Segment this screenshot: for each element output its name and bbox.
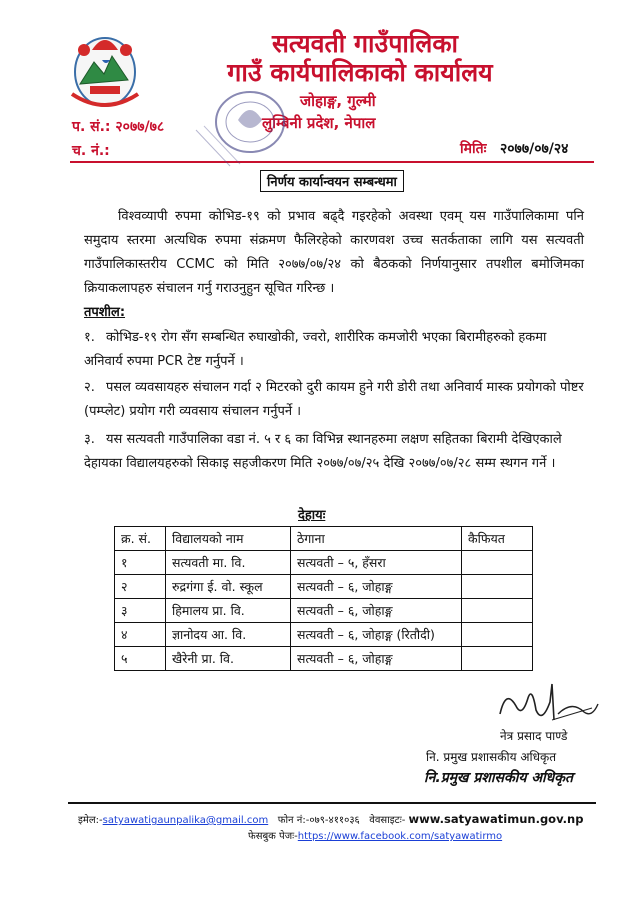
subject-line: निर्णय कार्यान्वयन सम्बन्धमा	[260, 170, 404, 192]
table-cell: सत्यवती – ६, जोहाङ्ग	[291, 599, 462, 623]
table-cell	[462, 647, 533, 671]
designation-stamp: नि.प्रमुख प्रशासकीय अधिकृत	[424, 770, 573, 786]
dispatch-number: च. नं.:	[72, 143, 110, 159]
list-item-text: कोभिड-१९ रोग सँग सम्बन्धित रुघाखोकी, ज्वरो, शारीरिक कमजोरी भएका बिरामीहरुको हकमा अनिवार्य रुपमा PCR टेष्ट गर्नुपर्ने ।	[84, 330, 547, 369]
schools-heading: देहायः	[298, 508, 326, 523]
footer-divider	[68, 802, 596, 804]
table-cell: सत्यवती – ६, जोहाङ्ग	[291, 575, 462, 599]
footer-contact-line	[78, 812, 598, 826]
facebook-link[interactable]: https://www.facebook.com/satyawatirmo	[297, 831, 503, 842]
list-item-text: पसल व्यवसायहरु संचालन गर्दा २ मिटरको दुरी कायम हुने गरी डोरी तथा अनिवार्य मास्क प्रयोगको पोष्टर (पम्प्लेट) प्रयोग गरी व्यवसाय संचालन गर्नुपर्ने ।	[84, 380, 584, 419]
table-cell: सत्यवती मा. वि.	[166, 551, 291, 575]
table-row	[115, 623, 533, 647]
column-header: क्र. सं.	[115, 527, 166, 551]
footer-facebook-line	[248, 828, 502, 842]
list-item-number: ३.	[84, 432, 95, 447]
details-heading: तपशील:	[84, 305, 126, 320]
facebook-label: फेसबुक पेजः-	[248, 831, 298, 842]
table-cell: रुद्रगंगा ई. वो. स्कूल	[166, 575, 291, 599]
table-cell	[462, 551, 533, 575]
table-cell: १	[115, 551, 166, 575]
body-paragraph	[84, 205, 584, 301]
signatory-designation: नि. प्रमुख प्रशासकीय अधिकृत	[426, 750, 557, 764]
table-header-row	[115, 527, 533, 551]
column-header: ठेगाना	[291, 527, 462, 551]
website-link[interactable]: www.satyawatimun.gov.np	[408, 812, 584, 826]
table-row	[115, 575, 533, 599]
body-paragraph-text: विश्वव्यापी रुपमा कोभिड-१९ को प्रभाव बढ्दै गइरहेको अवस्था एवम् यस गाउँपालिकामा पनि समुदाय स्तरमा अत्यधिक रुपमा संक्रमण फैलिरहेको कारणवश उच्च सतर्कताका लागि यस सत्यवती गाउँपालिकास्तरीय CCMC को मिति २०७७/०७/२४ को बैठकको निर्णयानुसार तपशील बमोजिमका क्रियाकलापहरु संचालन गर्नु गराउनुहुन सूचित गरिन्छ ।	[84, 209, 584, 296]
table-cell: सत्यवती – ६, जोहाङ्ग	[291, 647, 462, 671]
website-label: वेवसाइटः-	[369, 815, 406, 826]
reference-number: प. सं.: २०७७/७८	[72, 119, 165, 135]
office-name: सत्यवती गाउँपालिका	[271, 29, 458, 58]
table-cell	[462, 575, 533, 599]
table-cell: २	[115, 575, 166, 599]
email-link[interactable]: satyawatigaunpalika@gmail.com	[102, 815, 269, 826]
table-row	[115, 551, 533, 575]
list-item-number: १.	[84, 330, 95, 345]
schools-table	[114, 526, 533, 671]
address-line-2: लुम्बिनी प्रदेश, नेपाल	[262, 114, 376, 132]
date-label: मितिः	[460, 141, 487, 157]
office-subtitle: गाउँ कार्यपालिकाको कार्यालय	[227, 58, 493, 87]
list-item	[84, 428, 584, 476]
address-line-1: जोहाङ्ग, गुल्मी	[300, 92, 376, 110]
column-header: कैफियत	[462, 527, 533, 551]
signatory-name: नेत्र प्रसाद पाण्डे	[500, 729, 568, 743]
handwritten-signature	[492, 680, 602, 728]
date-value: २०७७/०७/२४	[500, 141, 569, 157]
phone-number: ०७९-४११०३६	[309, 815, 360, 826]
table-cell: ३	[115, 599, 166, 623]
table-cell: ५	[115, 647, 166, 671]
table-cell	[462, 623, 533, 647]
phone-label: फोन नं:-	[277, 815, 310, 826]
list-item-number: २.	[84, 380, 95, 395]
table-cell	[462, 599, 533, 623]
table-row	[115, 599, 533, 623]
list-item	[84, 326, 584, 374]
table-cell: ज्ञानोदय आ. वि.	[166, 623, 291, 647]
table-cell: खैरेनी प्रा. वि.	[166, 647, 291, 671]
table-cell: हिमालय प्रा. वि.	[166, 599, 291, 623]
table-cell: सत्यवती – ५, हँसरा	[291, 551, 462, 575]
header-divider	[70, 161, 594, 163]
list-item-text: यस सत्यवती गाउँपालिका वडा नं. ५ र ६ का विभिन्न स्थानहरुमा लक्षण सहितका बिरामी देखिएकाले देहायका विद्यालयहरुको सिकाइ सहजीकरण मिति २०७७/०७/२५ देखि २०७७/०७/२८ सम्म स्थगन गर्ने ।	[84, 432, 562, 471]
nepal-emblem-icon	[62, 20, 148, 116]
email-label: इमेल:-	[78, 815, 103, 826]
table-row	[115, 647, 533, 671]
table-cell: सत्यवती – ६, जोहाङ्ग (रितौदी)	[291, 623, 462, 647]
office-seal-stamp	[190, 80, 300, 172]
list-item	[84, 376, 584, 424]
column-header: विद्यालयको नाम	[166, 527, 291, 551]
table-cell: ४	[115, 623, 166, 647]
